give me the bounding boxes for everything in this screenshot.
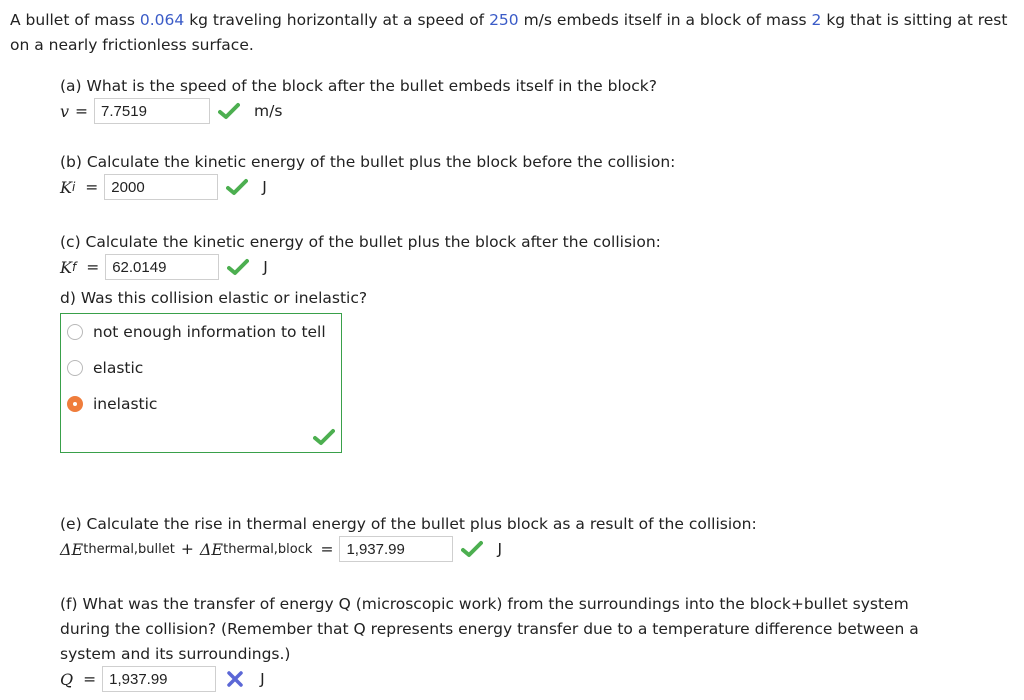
option-label: inelastic <box>93 395 158 413</box>
equals-sign: = <box>83 670 97 688</box>
x-icon <box>224 670 246 688</box>
option-label: elastic <box>93 359 144 377</box>
block-mass-value: 2 <box>811 11 822 29</box>
answer-row-c <box>60 254 268 280</box>
unit-b: J <box>262 178 267 196</box>
answer-field-f[interactable]: 1,937.99 <box>102 666 216 692</box>
option-elastic[interactable] <box>67 359 143 377</box>
answer-field-e[interactable]: 1,937.99 <box>339 536 453 562</box>
check-icon <box>218 102 240 120</box>
delta-e-symbol: ΔE <box>199 539 224 559</box>
answer-row-e <box>60 536 502 562</box>
radio-button[interactable] <box>67 360 83 376</box>
check-icon <box>227 258 249 276</box>
answer-row-f <box>60 666 265 692</box>
answer-field-c[interactable]: 62.0149 <box>105 254 219 280</box>
unit-e: J <box>497 540 503 558</box>
question-e-text: (e) Calculate the rise in thermal energy of the bullet plus block as a result of the collision: <box>60 515 757 533</box>
unit-a: m/s <box>254 102 283 120</box>
option-label: not enough information to tell <box>93 323 326 341</box>
check-icon <box>313 428 335 446</box>
subscript-f: f <box>71 260 77 274</box>
subscript-i: i <box>71 180 76 194</box>
equals-sign: = <box>86 258 100 276</box>
intro-text-3: m/s embeds itself in a block of mass <box>518 11 812 29</box>
equals-sign: = <box>320 540 334 558</box>
subscript-thermal-block: thermal,block <box>223 541 313 557</box>
intro-text-2: kg traveling horizontally at a speed of <box>184 11 490 29</box>
option-not-enough-info[interactable] <box>67 323 326 341</box>
problem-statement <box>10 8 1020 58</box>
variable-v: v <box>60 101 70 121</box>
delta-e-symbol: ΔE <box>60 539 84 559</box>
radio-button[interactable] <box>67 324 83 340</box>
variable-q: Q <box>60 669 74 689</box>
answer-field-b[interactable]: 2000 <box>104 174 218 200</box>
radio-button-selected[interactable] <box>67 396 83 412</box>
question-c-text: (c) Calculate the kinetic energy of the bullet plus the block after the collision: <box>60 233 661 251</box>
equals-sign: = <box>85 178 99 196</box>
option-inelastic[interactable] <box>67 395 157 413</box>
plus-sign: + <box>180 540 194 558</box>
bullet-mass-value: 0.064 <box>139 11 185 29</box>
question-f-text: (f) What was the transfer of energy Q (microscopic work) from the surroundings into the block+bullet system during the collision? (Remember that Q represents energy transfer due to a temperature difference between a system and its surroundings.) <box>60 595 919 663</box>
check-icon <box>226 178 248 196</box>
answer-row-b <box>60 174 267 200</box>
question-b-text: (b) Calculate the kinetic energy of the bullet plus the block before the collision: <box>60 153 676 171</box>
question-a-text: (a) What is the speed of the block after the bullet embeds itself in the block? <box>60 77 657 95</box>
variable-k: K <box>60 177 72 197</box>
intro-text-1: A bullet of mass <box>10 11 140 29</box>
variable-k: K <box>60 257 72 277</box>
check-icon <box>461 540 483 558</box>
unit-f: J <box>260 670 265 688</box>
bullet-speed-value: 250 <box>489 11 519 29</box>
intro-text-4: kg that is sitting at rest on a nearly frictionless surface. <box>10 11 1008 54</box>
answer-row-a <box>60 98 282 124</box>
multiple-choice-box <box>60 313 342 453</box>
question-d-text: d) Was this collision elastic or inelastic? <box>60 289 368 307</box>
equals-sign: = <box>75 102 89 120</box>
unit-c: J <box>263 258 268 276</box>
subscript-thermal-bullet: thermal,bullet <box>83 541 175 557</box>
answer-field-a[interactable]: 7.7519 <box>94 98 210 124</box>
